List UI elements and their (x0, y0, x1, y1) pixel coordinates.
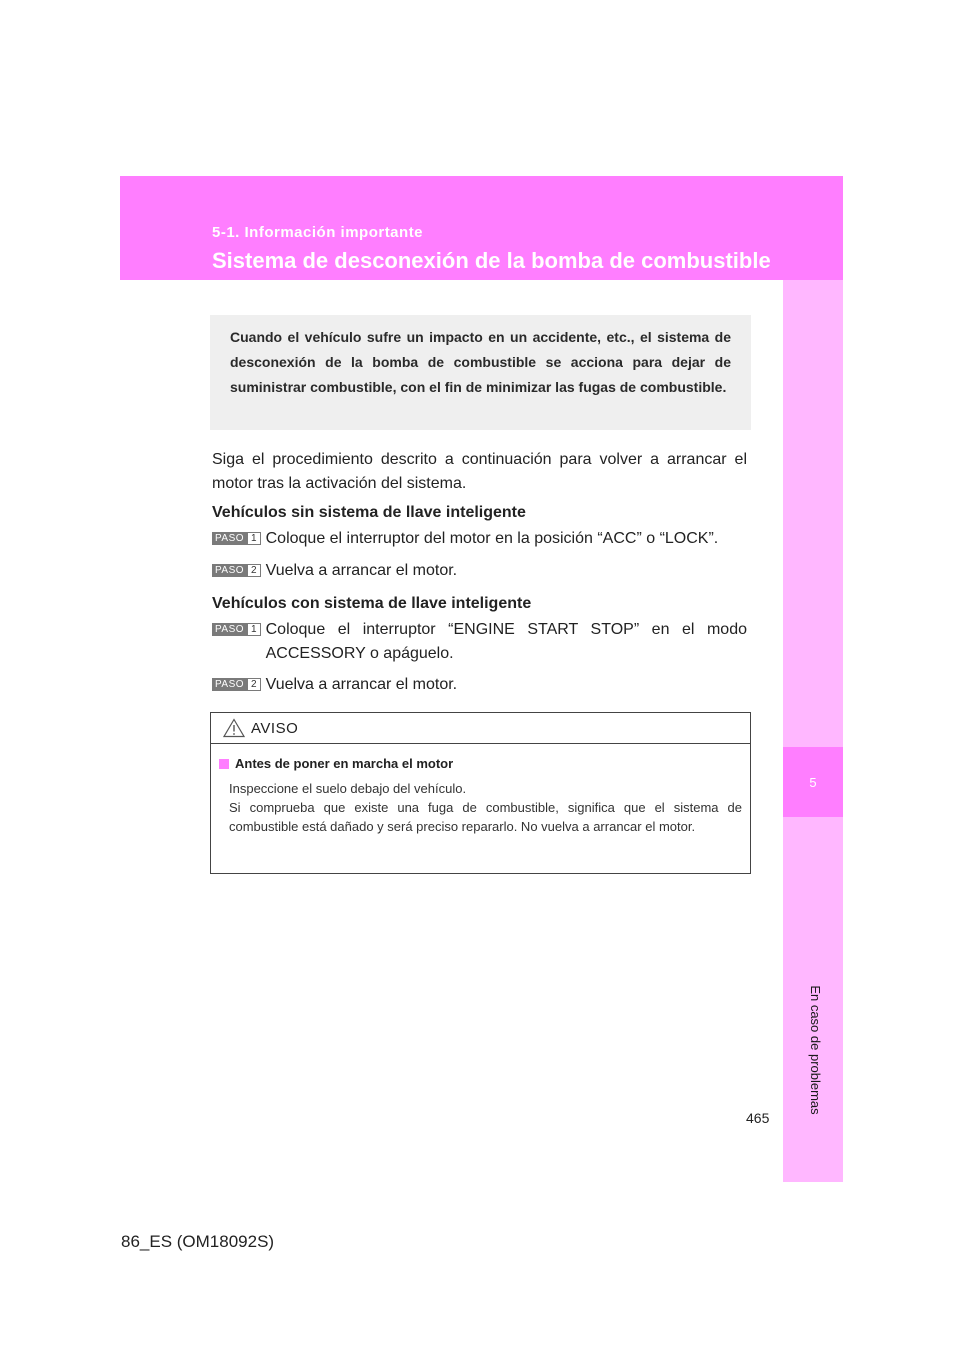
step-text: Vuelva a arrancar el motor. (265, 676, 458, 693)
aviso-line: Si comprueba que existe una fuga de combustible, significa que el sistema de combustible está dañado y será preciso repararlo. No vuelva a arrancar el motor. (229, 800, 742, 834)
step-badge: PASO 2 (212, 678, 261, 691)
aviso-subheading: Antes de poner en marcha el motor (219, 756, 742, 771)
warning-triangle-icon (223, 718, 245, 738)
step-2-no-smart-key (212, 559, 747, 583)
step-badge: PASO 2 (212, 564, 261, 577)
procedure-intro: Siga el procedimiento descrito a continuación para volver a arrancar el motor tras la activación del sistema. (212, 451, 747, 492)
step-badge: PASO 1 (212, 623, 261, 636)
section-label: 5-1. Información importante (212, 224, 424, 241)
step-badge: PASO 1 (212, 532, 261, 545)
step-text: Vuelva a arrancar el motor. (265, 562, 458, 579)
chapter-number: 5 (783, 747, 843, 817)
intro-text: Cuando el vehículo sufre un impacto en un accidente, etc., el sistema de desconexión de la bomba de combustible se acciona para dejar de suministrar combustible, con el fin de minimizar las fugas de combustible. (230, 329, 731, 395)
chapter-side-tab[interactable] (783, 280, 843, 1182)
page-title: Sistema de desconexión de la bomba de combustible (212, 248, 771, 273)
chapter-title: En caso de problemas (808, 985, 823, 1115)
aviso-box (210, 712, 751, 874)
aviso-line: Inspeccione el suelo debajo del vehículo. (229, 781, 467, 796)
intro-box (210, 315, 751, 430)
aviso-header (211, 713, 750, 744)
section-heading-no-smart-key: Vehículos sin sistema de llave inteligente (212, 504, 526, 521)
square-bullet-icon (219, 759, 229, 769)
step-2-smart-key (212, 673, 747, 697)
step-1-no-smart-key (212, 527, 747, 551)
step-text: Coloque el interruptor “ENGINE START STOP” en el modo ACCESSORY o apáguelo. (265, 621, 747, 662)
step-1-smart-key (212, 618, 747, 666)
document-code: 86_ES (OM18092S) (121, 1232, 275, 1251)
step-text: Coloque el interruptor del motor en la posición “ACC” o “LOCK”. (265, 530, 719, 547)
header-band (120, 176, 843, 280)
section-heading-smart-key: Vehículos con sistema de llave inteligente (212, 595, 532, 612)
page-number: 465 (746, 1110, 770, 1126)
aviso-title: AVISO (251, 719, 299, 737)
aviso-body (211, 744, 750, 836)
